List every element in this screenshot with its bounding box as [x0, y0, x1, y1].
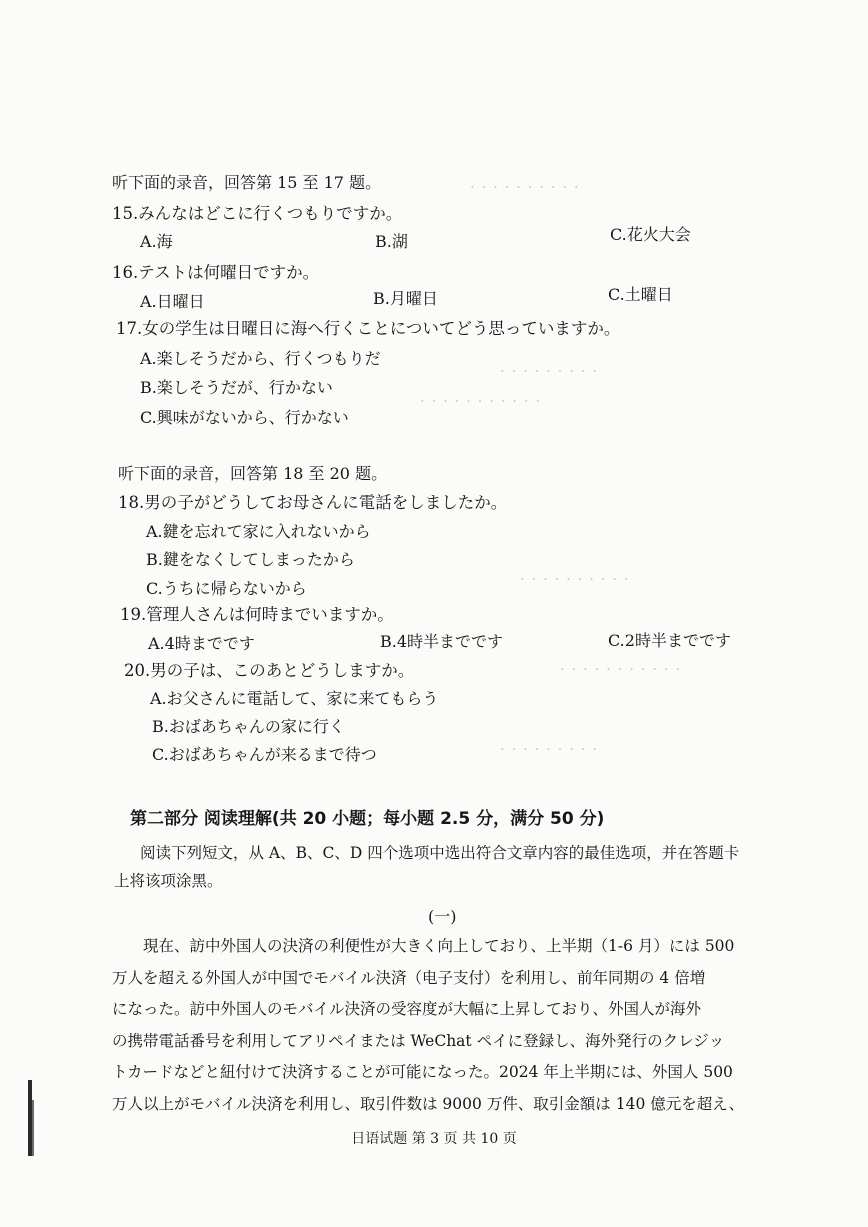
option-19-a: A.4時までです — [148, 634, 255, 653]
option-17-c: C.興味がないから、行かない — [140, 408, 349, 427]
option-15-b: B.湖 — [375, 232, 408, 251]
option-18-a: A.鍵を忘れて家に入れないから — [146, 522, 371, 541]
question-15: 15.みんなはどこに行くつもりですか。 — [112, 204, 403, 223]
option-17-b: B.楽しそうだが、行かない — [140, 378, 333, 397]
option-16-c: C.土曜日 — [608, 285, 673, 304]
passage-line: 万人以上がモバイル決済を利用し、取引件数は 9000 万件、取引金額は 140 億元を超え、 — [112, 1094, 745, 1113]
passage-line: の携帯電話番号を利用してアリペイまたは WeChat ペイに登録し、海外発行のクレジッ — [112, 1031, 725, 1050]
question-17: 17.女の学生は日曜日に海へ行くことについてどう思っていますか。 — [116, 319, 621, 338]
question-18: 18.男の子がどうしてお母さんに電話をしましたか。 — [118, 493, 508, 512]
option-15-c: C.花火大会 — [610, 225, 691, 244]
question-19: 19.管理人さんは何時までいますか。 — [120, 605, 394, 624]
listening-intro-15-17: 听下面的录音，回答第 15 至 17 题。 — [112, 173, 382, 192]
passage-number: (一) — [428, 907, 457, 926]
question-16: 16.テストは何曜日ですか。 — [112, 263, 320, 282]
bleed-through-text: · · · · · · · · · — [500, 740, 599, 758]
question-20: 20.男の子は、このあとどうしますか。 — [124, 661, 415, 680]
scan-edge-mark — [32, 1100, 34, 1156]
option-20-b: B.おばあちゃんの家に行く — [152, 717, 345, 736]
bleed-through-text: · · · · · · · · · · · — [420, 392, 542, 410]
option-16-a: A.日曜日 — [140, 292, 205, 311]
bleed-through-text: · · · · · · · · · · — [520, 570, 630, 588]
bleed-through-text: · · · · · · · · · — [500, 362, 599, 380]
option-20-c: C.おばあちゃんが来るまで待つ — [152, 745, 377, 764]
option-16-b: B.月曜日 — [373, 289, 438, 308]
option-19-b: B.4時半までです — [380, 632, 504, 651]
bleed-through-text: · · · · · · · · · · · — [560, 660, 682, 678]
bleed-through-text: · · · · · · · · · · — [470, 178, 580, 196]
listening-intro-18-20: 听下面的录音，回答第 18 至 20 题。 — [118, 464, 388, 483]
passage-line: トカードなどと紐付けて決済することが可能になった。2024 年上半期には、外国人 500 — [112, 1063, 733, 1081]
page-footer: 日语试题 第 3 页 共 10 页 — [351, 1131, 517, 1147]
passage-line: 万人を超える外国人が中国でモバイル決済（电子支付）を利用し、前年同期の 4 倍増 — [112, 968, 706, 987]
option-18-c: C.うちに帰らないから — [146, 579, 307, 598]
passage-line: 現在、訪中外国人の決済の利便性が大きく向上しており、上半期（1-6 月）には 500 — [143, 937, 735, 955]
reading-instruction-line-2: 上将该项涂黑。 — [114, 872, 223, 890]
passage-paragraph — [112, 931, 774, 1120]
option-18-b: B.鍵をなくしてしまったから — [146, 550, 355, 569]
reading-instruction-line-1: 阅读下列短文，从 A、B、C、D 四个选项中选出符合文章内容的最佳选项，并在答题卡 — [140, 844, 740, 862]
passage-line: になった。訪中外国人のモバイル決済の受容度が大幅に上昇しており、外国人が海外 — [112, 1000, 702, 1018]
option-15-a: A.海 — [140, 232, 173, 251]
section-title-reading: 第二部分 阅读理解(共 20 小题；每小题 2.5 分，满分 50 分) — [130, 809, 605, 829]
option-19-c: C.2時半までです — [608, 631, 731, 650]
option-17-a: A.楽しそうだから、行くつもりだ — [140, 349, 381, 368]
option-20-a: A.お父さんに電話して、家に来てもらう — [150, 689, 439, 708]
